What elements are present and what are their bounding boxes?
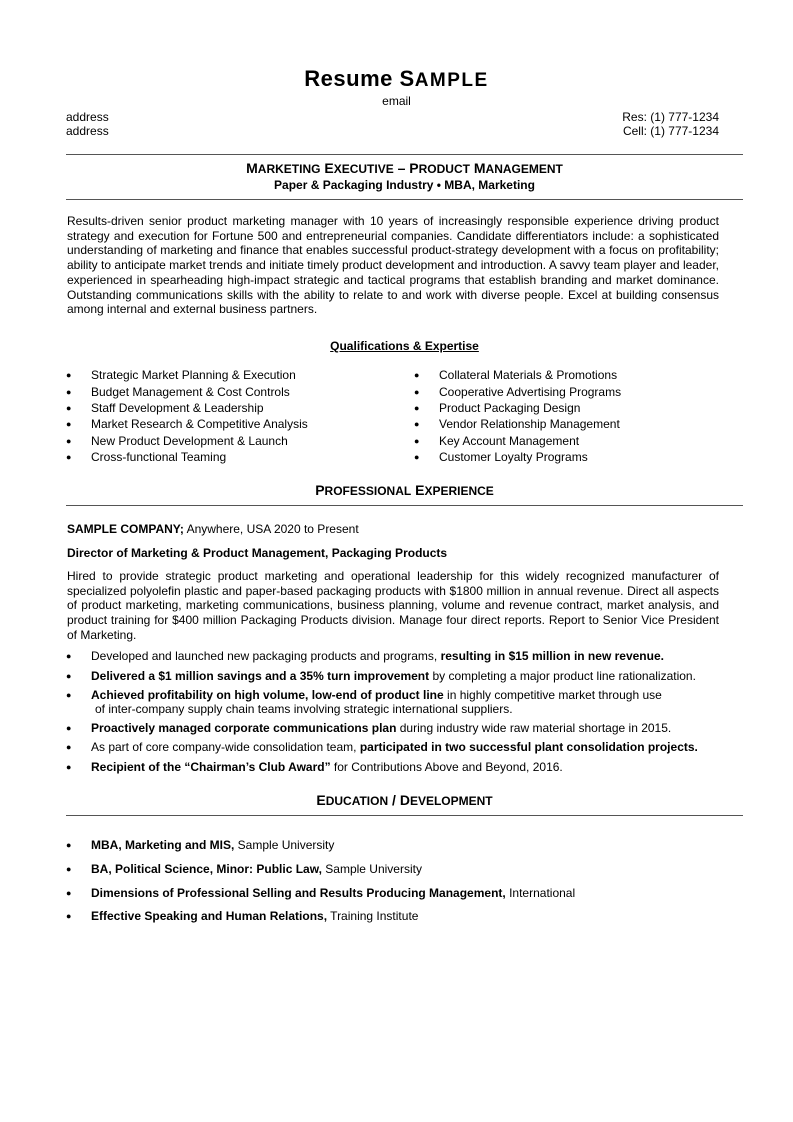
bullet-text: Customer Loyalty Programs (439, 450, 588, 464)
bullet-icon: ● (66, 742, 72, 752)
summary-paragraph: Results-driven senior product marketing manager with 10 years of increasingly responsible experience driving product strategy and execution for Fortune 500 and entrepreneurial companies. Candidate differentiators include: a sophisticated understanding of marketing and finance that enables successful product-strategy development with a focus on profitability; ability to anticipate market trends and initiate timely product development and introduction. A savvy team player and leader, experienced in spearheading high-impact strategic and tactical programs that establish branding and market dominance. Outstanding communications skills with the ability to relate to and work with diverse people. Excel at building consensus among internal and external business partners. (67, 214, 719, 317)
address-line-1: address (66, 110, 109, 124)
bullet-icon: ● (414, 436, 420, 446)
bullet-text: As part of core company-wide consolidation team, participated in two successful plant consolidation projects. (91, 740, 698, 754)
bullet-icon: ● (66, 888, 72, 898)
bullet-text: Staff Development & Leadership (91, 401, 264, 415)
bullet-icon: ● (66, 911, 72, 921)
bullet-icon: ● (66, 762, 72, 772)
bullet-text: Key Account Management (439, 434, 580, 448)
company-name: SAMPLE COMPANY; (67, 522, 184, 536)
bullet-text: Developed and launched new packaging products and programs, resulting in $15 million in new revenue. (91, 649, 664, 663)
bullet-icon: ● (66, 651, 72, 661)
company-line (67, 522, 359, 536)
bullet-icon: ● (414, 403, 420, 413)
email: email (382, 94, 411, 108)
bullet-icon: ● (414, 387, 420, 397)
resume-title: Resume SAMPLE (304, 66, 489, 91)
bullet-text: Market Research & Competitive Analysis (91, 417, 308, 431)
phone-res: Res: (1) 777-1234 (622, 110, 719, 124)
bullet-icon: ● (66, 403, 72, 413)
bullet-text: Proactively managed corporate communications plan during industry wide raw material shortage in 2015. (91, 721, 672, 735)
bullet-text: Product Packaging Design (439, 401, 581, 415)
bullet-text: New Product Development & Launch (91, 434, 288, 448)
bullet-text: Delivered a $1 million savings and a 35% turn improvement by completing a major product line rationalization. (91, 669, 696, 683)
job-role: Director of Marketing & Product Management, Packaging Products (67, 546, 448, 560)
education-heading: EDUCATION / DEVELOPMENT (316, 792, 493, 808)
bullet-icon: ● (66, 671, 72, 681)
bullet-icon: ● (66, 436, 72, 446)
bullet-text: Strategic Market Planning & Execution (91, 368, 296, 382)
divider (66, 505, 743, 506)
bullet-icon: ● (66, 840, 72, 850)
bullet-icon: ● (66, 864, 72, 874)
bullet-icon: ● (66, 723, 72, 733)
phone-cell: Cell: (1) 777-1234 (622, 124, 719, 138)
divider (66, 199, 743, 200)
bullet-icon: ● (414, 452, 420, 462)
bullet-icon: ● (414, 370, 420, 380)
bullet-text: Achieved profitability on high volume, low-end of product line in highly competitive market through use (91, 688, 662, 702)
location-dates: Anywhere, USA 2020 to Present (183, 522, 359, 536)
bullet-text: MBA, Marketing and MIS, Sample University (91, 838, 335, 852)
bullet-icon: ● (66, 452, 72, 462)
job-description: Hired to provide strategic product marketing and operational leadership for this widely recognized manufacturer of specialized polyolefin plastic and paper-based packaging products with $1800 million in annual revenue. Direct all aspects of product marketing, marketing communications, business planning, volume and revenue contract, market analysis, and product training for $400 million Packaging Products division. Manage four direct reports. Report to Senior Vice President of Marketing. (67, 569, 719, 642)
bullet-text: BA, Political Science, Minor: Public Law, Sample University (91, 862, 422, 876)
bullet-text: Effective Speaking and Human Relations, Training Institute (91, 909, 419, 923)
bullet-icon: ● (66, 419, 72, 429)
bullet-text: Budget Management & Cost Controls (91, 385, 290, 399)
bullet-text: Dimensions of Professional Selling and Results Producing Management, International (91, 886, 576, 900)
bullet-text: of inter-company supply chain teams involving strategic international suppliers. (95, 702, 513, 716)
bullet-text: Vendor Relationship Management (439, 417, 620, 431)
experience-heading: PROFESSIONAL EXPERIENCE (315, 482, 494, 498)
qualifications-heading: Qualifications & Expertise (330, 339, 479, 353)
bullet-text: Collateral Materials & Promotions (439, 368, 618, 382)
target-title: MARKETING EXECUTIVE – PRODUCT MANAGEMENT (246, 160, 563, 176)
address-line-2: address (66, 124, 109, 138)
bullet-icon: ● (66, 690, 72, 700)
bullet-icon: ● (414, 419, 420, 429)
bullet-text: Cooperative Advertising Programs (439, 385, 622, 399)
target-subtitle: Paper & Packaging Industry • MBA, Marketing (274, 178, 535, 192)
bullet-text: Cross-functional Teaming (91, 450, 227, 464)
divider (66, 154, 743, 155)
bullet-text: Recipient of the “Chairman’s Club Award” for Contributions Above and Beyond, 2016. (91, 760, 563, 774)
bullet-icon: ● (66, 387, 72, 397)
divider (66, 815, 743, 816)
bullet-icon: ● (66, 370, 72, 380)
